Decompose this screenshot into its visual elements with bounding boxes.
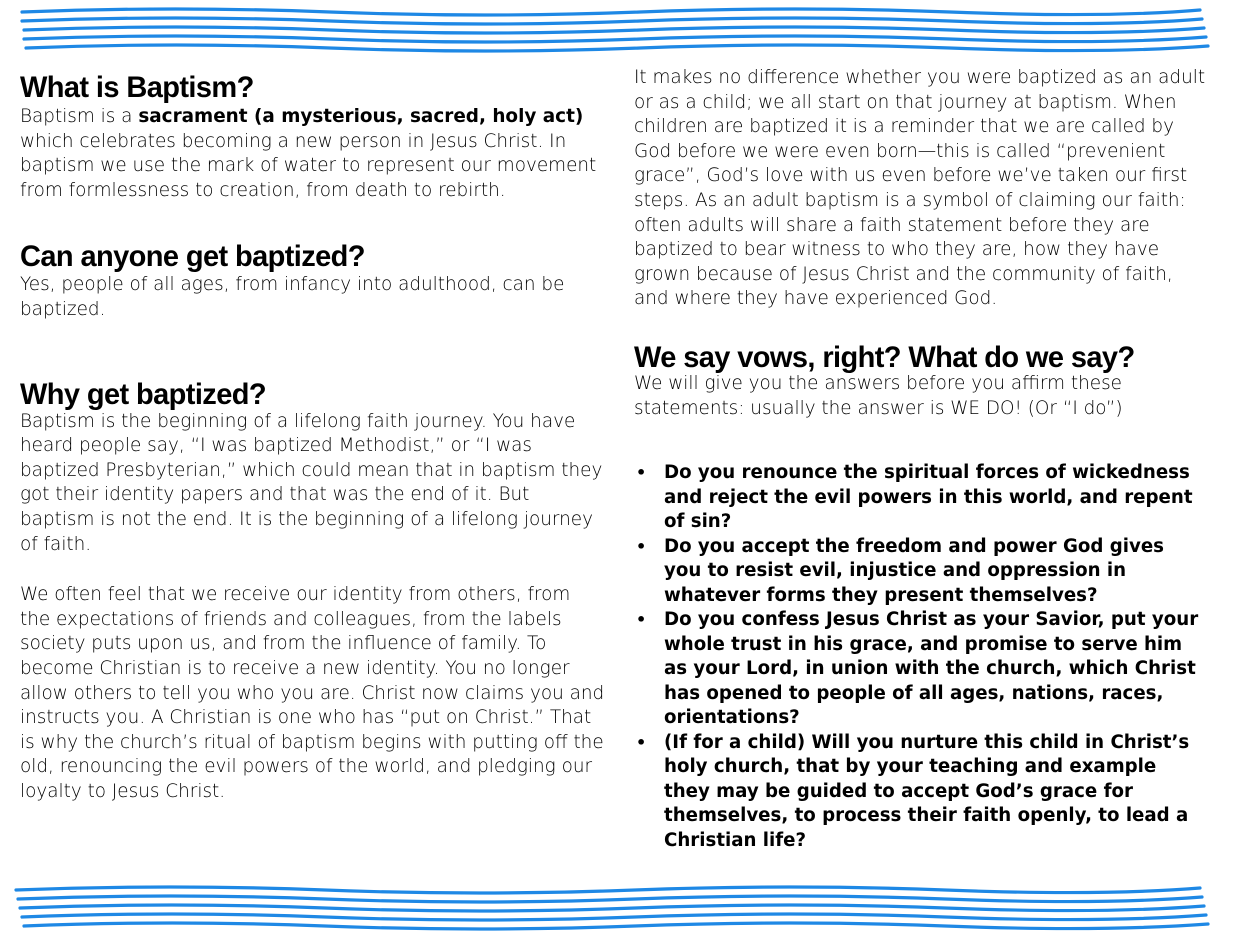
what-is-baptism-heading: What is Baptism? bbox=[20, 71, 254, 105]
vows-list bbox=[634, 461, 1206, 853]
bottom-wave-border bbox=[0, 880, 1238, 936]
why-baptized-text: Baptism is the beginning of a lifelong faith journey. You have heard people say, “I was baptized Methodist,” or “I was baptized Presbyterian,” which could mean that in baptism they got their identity papers and that was the end of it. But baptism is not the end. It is the beginning of a lifelong journey of faith. bbox=[20, 410, 603, 555]
vow-item: • (If for a child) Will you nurture this child in Christ’s holy church, that by your teaching and example they may be guided to accept God’s grace for themselves, to process their faith openly, to lead a Christian life? bbox=[636, 731, 1190, 851]
age-difference-text: It makes no difference whether you were baptized as an adult or as a child; we all start on that journey at baptism. When children are baptized it is a reminder that we are called by God before we were even born—this is called “prevenient grace”, God’s love with us even before we’ve taken our first steps. As an adult baptism is a symbol of claiming our faith: often adults will share a faith statement before they are baptized to bear witness to who they are, how they have grown because of Jesus Christ and the community of faith, and where they have experienced God. bbox=[634, 67, 1206, 310]
vow-item: • Do you accept the freedom and power God gives you to resist evil, injustice and oppression in whatever forms they present themselves? bbox=[636, 535, 1164, 606]
vows-heading: We say vows, right? What do we say? bbox=[634, 341, 1135, 375]
right-column bbox=[634, 66, 1206, 853]
can-anyone-text: Yes, people of all ages, from infancy into adulthood, can be baptized. bbox=[20, 274, 565, 320]
identity-text: We often feel that we receive our identity from others, from the expectations of friends and colleagues, from the labels society puts upon us, and from the influence of family. To become Christian is to receive a new identity. You no longer allow others to tell you who you are. Christ now claims you and instructs you. A Christian is one who has “put on Christ.” That is why the church’s ritual of baptism begins with putting off the old, renouncing the evil powers of the world, and pledging our loyalty to Jesus Christ. bbox=[20, 584, 605, 802]
vow-item: • Do you renounce the spiritual forces of wickedness and reject the evil powers in this world, and repent of sin? bbox=[636, 462, 1193, 533]
bullet-icon: • bbox=[636, 732, 647, 752]
left-column bbox=[20, 66, 605, 804]
top-wave-border bbox=[0, 0, 1238, 56]
bullet-icon: • bbox=[636, 463, 647, 483]
bullet-icon: • bbox=[636, 536, 647, 556]
bullet-icon: • bbox=[636, 610, 647, 630]
why-baptized-heading: Why get baptized? bbox=[20, 378, 266, 411]
vows-intro-text: We will give you the answers before you affirm these statements: usually the answer is WE DO! (Or “I do”) bbox=[634, 372, 1123, 419]
vow-item: • Do you confess Jesus Christ as your Savior, put your whole trust in his grace, and promise to serve him as your Lord, in union with the church, which Christ has opened to people of all ages, nations, races, orientations? bbox=[636, 609, 1199, 729]
what-is-baptism-text: Baptism is a sacrament (a mysterious, sacred, holy act) which celebrates becoming a new person in Jesus Christ. In baptism we use the mark of water to represent our movement from formlessness to creation, from death to rebirth. bbox=[20, 106, 597, 201]
sacrament-definition: sacrament (a mysterious, sacred, holy act) bbox=[138, 106, 584, 127]
can-anyone-heading: Can anyone get baptized? bbox=[20, 241, 365, 274]
